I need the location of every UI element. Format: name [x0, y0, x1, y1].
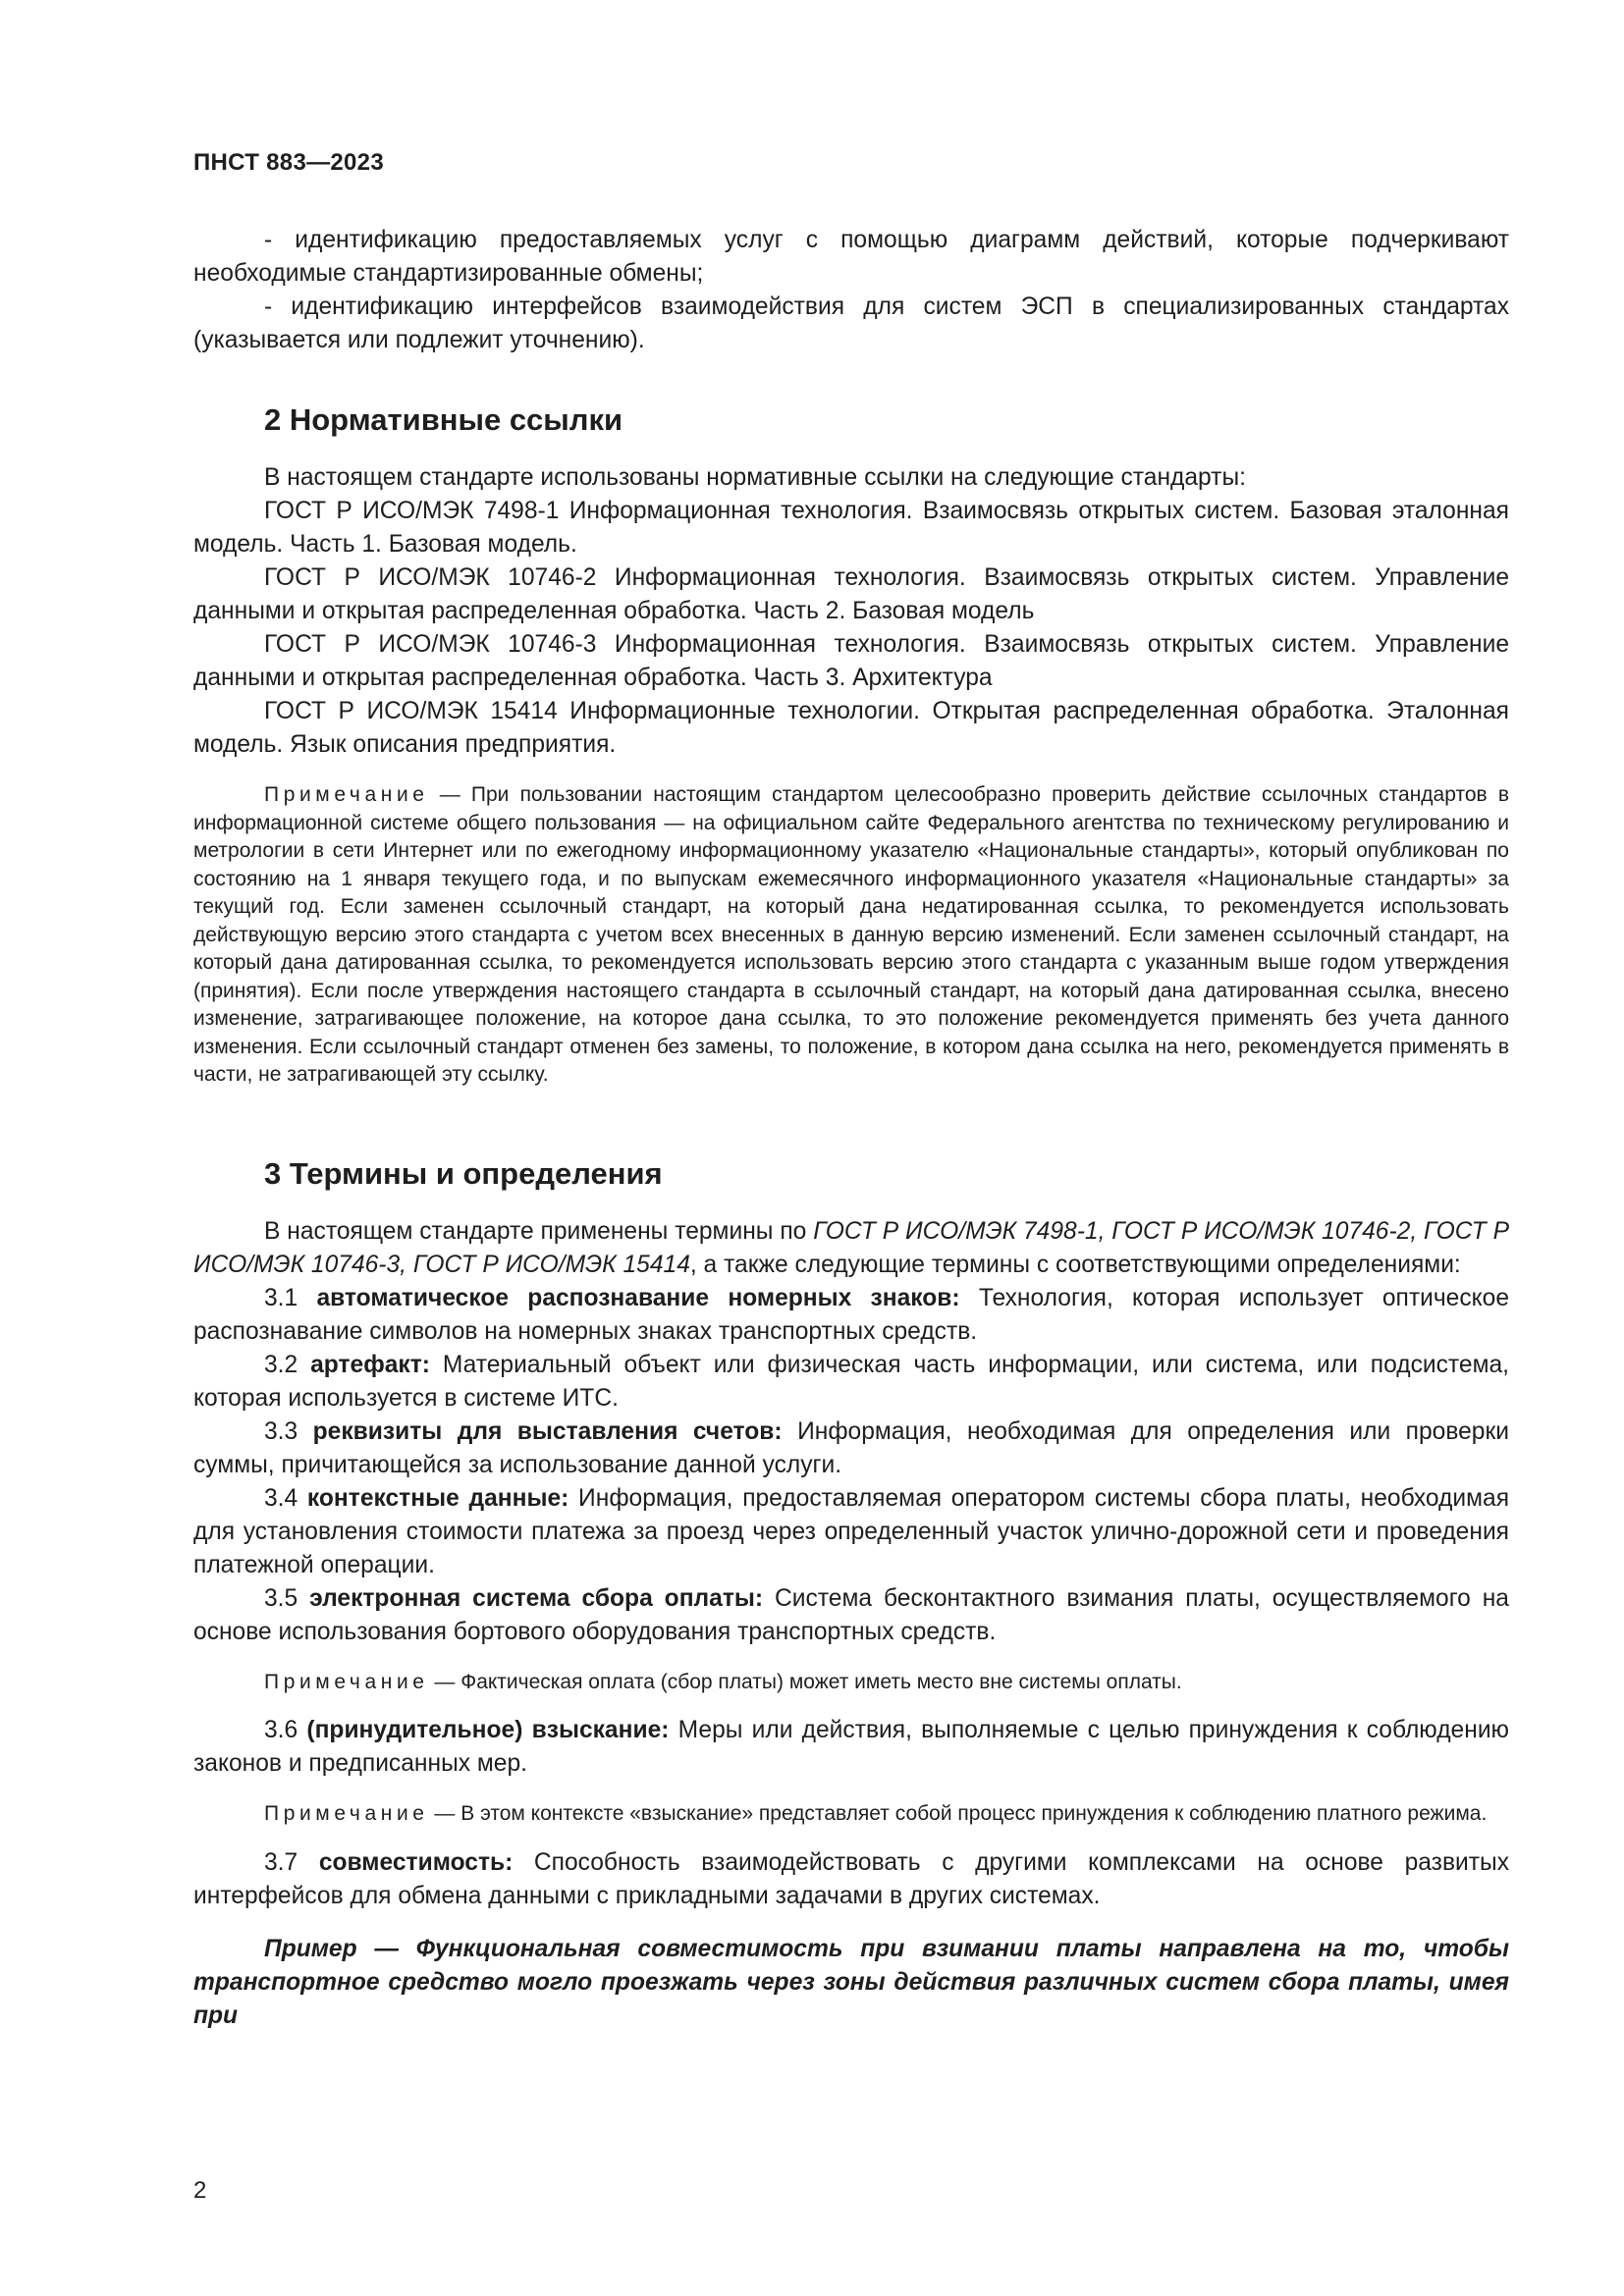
list-item: - идентификацию предоставляемых услуг с помощью диаграмм действий, которые подчеркивают необходимые стандартизированные обмены;: [193, 227, 1509, 287]
term-3-3: 3.3 реквизиты для выставления счетов: Информация, необходимая для определения или проверки суммы, причитающейся за использование данной услуги.: [193, 1417, 1509, 1478]
note-text: — При пользовании настоящим стандартом целесообразно проверить действие ссылочных стандартов в информационной системе общего пользования — на официальном сайте Федерального агентства по техническому регулированию и метрологии в сети Интернет или по ежегодному информационному указателю «Национальные стандарты», который опубликован по состоянию на 1 января текущего года, и по выпускам ежемесячного информационного указателя «Национальные стандарты» за текущий год. Если заменен ссылочный стандарт, на который дана недатированная ссылка, то рекомендуется использовать действующую версию этого стандарта с учетом всех внесенных в данную версию изменений. Если заменен ссылочный стандарт, на который дана датированная ссылка, то рекомендуется использовать версию этого стандарта с указанным выше годом утверждения (принятия). Если после утверждения настоящего стандарта в ссылочный стандарт, на который дана датированная ссылка, внесено изменение, затрагивающее положение, на которое дана ссылка, то это положение рекомендуется применять без учета данного изменения. Если ссылочный стандарт отменен без замены, то положение, в котором дана ссылка на него, рекомендуется применять в части, не затрагивающей эту ссылку.: [193, 783, 1509, 1086]
note-text: — В этом контексте «взыскание» представляет собой процесс принуждения к соблюдению платного режима.: [428, 1802, 1488, 1825]
document-body: [193, 224, 1509, 2033]
intro-list: [193, 224, 1509, 357]
note-label: Примечание: [264, 1802, 429, 1825]
term-3-1: 3.1 автоматическое распознавание номерных знаков: Технология, которая использует оптическое распознавание символов на номерных знаках транспортных средств.: [193, 1284, 1510, 1345]
term-3-5: 3.5 электронная система сбора оплаты: Система бесконтактного взимания платы, осуществляемого на основе использования бортового оборудования транспортных средств.: [193, 1584, 1509, 1645]
term-3-5-note: [193, 1669, 1509, 1697]
reference-item: ГОСТ Р ИСО/МЭК 7498-1 Информационная технология. Взаимосвязь открытых систем. Базовая эталонная модель. Часть 1. Базовая модель.: [193, 498, 1509, 558]
note-label: Примечание: [264, 1670, 429, 1693]
normative-references: [193, 461, 1509, 762]
list-item: - идентификацию интерфейсов взаимодействия для систем ЭСП в специализированных стандартах (указывается или подлежит уточнению).: [193, 294, 1509, 353]
references-note: [193, 781, 1509, 1090]
terms-lead-refs: ГОСТ Р ИСО/МЭК 7498-1, ГОСТ Р ИСО/МЭК 10746-2, ГОСТ Р ИСО/МЭК 10746-3, ГОСТ Р ИСО/МЭК 15414: [193, 1217, 1509, 1278]
page-number: 2: [193, 2177, 207, 2204]
reference-item: ГОСТ Р ИСО/МЭК 10746-2 Информационная технология. Взаимосвязь открытых систем. Управление данными и открытая распределенная обработка. Часть 2. Базовая модель: [193, 564, 1509, 624]
term-3-6: 3.6 (принудительное) взыскание: Меры или действия, выполняемые с целью принуждения к соблюдению законов и предписанных мер.: [193, 1717, 1509, 1777]
term-3-7: 3.7 совместимость: Способность взаимодействовать с другими комплексами на основе развитых интерфейсов для обмена данными с прикладными задачами в других системах.: [193, 1848, 1509, 1909]
reference-item: ГОСТ Р ИСО/МЭК 10746-3 Информационная технология. Взаимосвязь открытых систем. Управление данными и открытая распределенная обработка. Часть 3. Архитектура: [193, 631, 1509, 691]
term-3-7-example: Пример — Функциональная совместимость при взимании платы направлена на то, чтобы транспортное средство могло проезжать через зоны действия различных систем сбора платы, имея при: [193, 1935, 1509, 2029]
note-text: — Фактическая оплата (сбор платы) может иметь место вне системы оплаты.: [428, 1670, 1182, 1693]
terms-section: [193, 1215, 1509, 2033]
term-3-2: 3.2 артефакт: Материальный объект или физическая часть информации, или система, или подсистема, которая используется в системе ИТС.: [193, 1351, 1509, 1412]
note-label: Примечание: [264, 783, 429, 806]
references-lead: В настоящем стандарте использованы нормативные ссылки на следующие стандарты:: [264, 464, 1246, 491]
terms-lead: В настоящем стандарте применены термины по ГОСТ Р ИСО/МЭК 7498-1, ГОСТ Р ИСО/МЭК 10746-2, ГОСТ Р ИСО/МЭК 10746-3, ГОСТ Р ИСО/МЭК 15414, а также следующие термины с соответствующими определениями:: [193, 1217, 1509, 1278]
reference-item: ГОСТ Р ИСО/МЭК 15414 Информационные технологии. Открытая распределенная обработка. Эталонная модель. Язык описания предприятия.: [193, 698, 1509, 758]
term-3-4: 3.4 контекстные данные: Информация, предоставляемая оператором системы сбора платы, необходимая для установления стоимости платежа за проезд через определенный участок улично-дорожной сети и проведения платежной операции.: [193, 1484, 1510, 1578]
section-3-title: 3 Термины и определения: [264, 1155, 663, 1191]
document-id: ПНСТ 883—2023: [193, 149, 384, 176]
section-2-title: 2 Нормативные ссылки: [264, 402, 623, 437]
term-3-6-note: [193, 1800, 1509, 1829]
